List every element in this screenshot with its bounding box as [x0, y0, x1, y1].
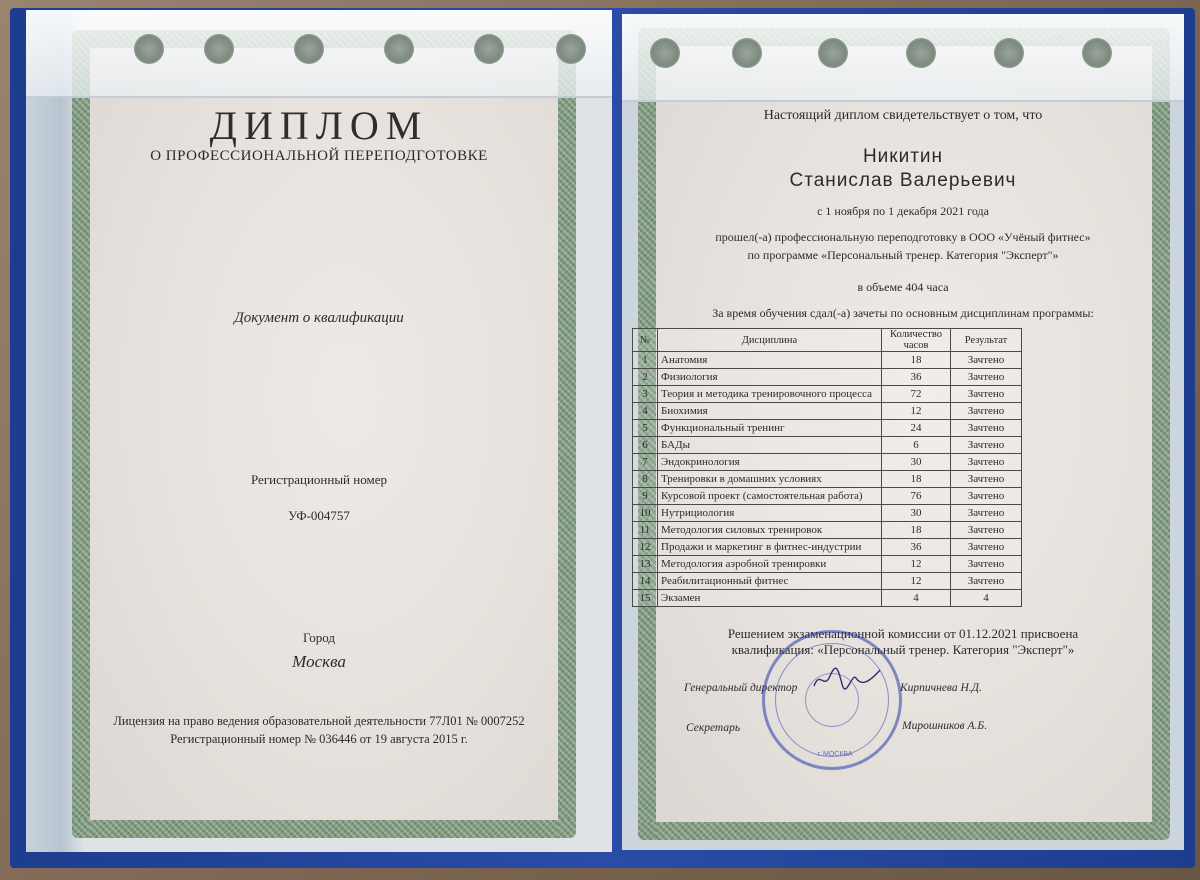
row-number: 10 — [633, 505, 658, 522]
punch-hole-icon — [134, 34, 164, 64]
row-number: 2 — [633, 369, 658, 386]
handwritten-signature-icon — [812, 664, 882, 694]
column-header-hours: Количество часов — [882, 329, 951, 352]
punch-hole-icon — [818, 38, 848, 68]
row-number: 4 — [633, 403, 658, 420]
discipline-cell: Методология силовых тренировок — [658, 522, 882, 539]
table-row — [633, 505, 1022, 522]
exams-intro: За время обучения сдал(-а) зачеты по основным дисциплинам программы: — [712, 306, 1094, 320]
punch-hole-icon — [994, 38, 1024, 68]
table-row — [633, 539, 1022, 556]
program-name: по программе «Персональный тренер. Категория "Эксперт"» — [747, 248, 1059, 262]
hours-cell: 18 — [882, 352, 951, 369]
result-cell: Зачтено — [951, 471, 1022, 488]
result-cell: Зачтено — [951, 386, 1022, 403]
official-stamp-icon — [762, 630, 902, 770]
result-cell: 4 — [951, 590, 1022, 607]
table-row — [633, 488, 1022, 505]
disciplines-table-body — [633, 352, 1022, 607]
table-row — [633, 420, 1022, 437]
hours-cell: 24 — [882, 420, 951, 437]
hours-cell: 30 — [882, 454, 951, 471]
disciplines-table — [632, 328, 1022, 607]
result-cell: Зачтено — [951, 522, 1022, 539]
row-number: 9 — [633, 488, 658, 505]
discipline-cell: Биохимия — [658, 403, 882, 420]
hours-cell: 4 — [882, 590, 951, 607]
commission-decision: Решением экзаменационной комиссии от 01.12.2021 присвоена — [727, 626, 1079, 641]
result-cell: Зачтено — [951, 454, 1022, 471]
punch-hole-icon — [650, 38, 680, 68]
diploma-title: ДИПЛОМ — [209, 103, 429, 148]
license-registration-line: Регистрационный номер № 036446 от 19 августа 2015 г. — [170, 732, 468, 746]
row-number: 13 — [633, 556, 658, 573]
result-cell: Зачтено — [951, 403, 1022, 420]
registration-number: УФ-004757 — [288, 508, 350, 523]
certificate-intro: Настоящий диплом свидетельствует о том, что — [763, 108, 1043, 123]
row-number: 6 — [633, 437, 658, 454]
discipline-cell: Эндокринология — [658, 454, 882, 471]
discipline-cell: БАДы — [658, 437, 882, 454]
table-row — [633, 471, 1022, 488]
result-cell: Зачтено — [951, 369, 1022, 386]
discipline-cell: Курсовой проект (самостоятельная работа) — [658, 488, 882, 505]
row-number: 12 — [633, 539, 658, 556]
hours-cell: 36 — [882, 539, 951, 556]
left-page — [26, 10, 612, 852]
training-statement: прошел(-а) профессиональную переподготовку в ООО «Учёный фитнес» — [715, 230, 1091, 244]
signature-role-secretary: Секретарь — [686, 722, 741, 734]
right-page — [622, 14, 1184, 850]
hours-cell: 12 — [882, 403, 951, 420]
hours-cell: 12 — [882, 573, 951, 590]
signature-name-director: Кирпичнева Н.Д. — [900, 682, 982, 694]
row-number: 7 — [633, 454, 658, 471]
table-row — [633, 454, 1022, 471]
column-header-discipline: Дисциплина — [658, 329, 882, 352]
hours-cell: 72 — [882, 386, 951, 403]
plastic-sleeve — [622, 14, 1184, 102]
discipline-cell: Экзамен — [658, 590, 882, 607]
program-volume: в объеме 404 часа — [857, 280, 949, 294]
signature-name-secretary: Мирошников А.Б. — [902, 720, 988, 732]
diploma-subtitle: О ПРОФЕССИОНАЛЬНОЙ ПЕРЕПОДГОТОВКЕ — [150, 148, 488, 164]
result-cell: Зачтено — [951, 352, 1022, 369]
hours-cell: 36 — [882, 369, 951, 386]
discipline-cell: Нутрициология — [658, 505, 882, 522]
punch-hole-icon — [1082, 38, 1112, 68]
result-cell: Зачтено — [951, 505, 1022, 522]
punch-hole-icon — [556, 34, 586, 64]
hours-cell: 12 — [882, 556, 951, 573]
result-cell: Зачтено — [951, 437, 1022, 454]
discipline-cell: Реабилитационный фитнес — [658, 573, 882, 590]
result-cell: Зачтено — [951, 488, 1022, 505]
stamp-text: г. МОСКВА — [817, 751, 853, 758]
row-number: 14 — [633, 573, 658, 590]
study-period: с 1 ноября по 1 декабря 2021 года — [817, 204, 989, 218]
table-row — [633, 403, 1022, 420]
discipline-cell: Продажи и маркетинг в фитнес-индустрии — [658, 539, 882, 556]
punch-hole-icon — [204, 34, 234, 64]
discipline-cell: Тренировки в домашних условиях — [658, 471, 882, 488]
column-header-result: Результат — [951, 329, 1022, 352]
result-cell: Зачтено — [951, 420, 1022, 437]
registration-label: Регистрационный номер — [251, 472, 387, 487]
discipline-cell: Методология аэробной тренировки — [658, 556, 882, 573]
license-line: Лицензия на право ведения образовательной деятельности 77Л01 № 0007252 — [113, 714, 525, 728]
discipline-cell: Физиология — [658, 369, 882, 386]
hours-cell: 76 — [882, 488, 951, 505]
table-row — [633, 352, 1022, 369]
row-number: 3 — [633, 386, 658, 403]
table-row — [633, 437, 1022, 454]
signature-role-director: Генеральный директор — [684, 682, 798, 694]
holder-surname: Никитин — [862, 146, 944, 167]
table-row — [633, 556, 1022, 573]
hours-cell: 18 — [882, 471, 951, 488]
table-row — [633, 522, 1022, 539]
qualification-awarded: квалификация: «Персональный тренер. Категория "Эксперт"» — [731, 642, 1075, 657]
result-cell: Зачтено — [951, 573, 1022, 590]
row-number: 1 — [633, 352, 658, 369]
table-row — [633, 573, 1022, 590]
hours-cell: 30 — [882, 505, 951, 522]
table-row — [633, 369, 1022, 386]
discipline-cell: Анатомия — [658, 352, 882, 369]
result-cell: Зачтено — [951, 556, 1022, 573]
punch-hole-icon — [474, 34, 504, 64]
city-value: Москва — [292, 652, 346, 671]
row-number: 8 — [633, 471, 658, 488]
table-row — [633, 590, 1022, 607]
punch-hole-icon — [384, 34, 414, 64]
hours-cell: 18 — [882, 522, 951, 539]
table-row — [633, 386, 1022, 403]
table-header-row — [633, 329, 1022, 352]
hours-cell: 6 — [882, 437, 951, 454]
punch-hole-icon — [294, 34, 324, 64]
row-number: 11 — [633, 522, 658, 539]
row-number: 15 — [633, 590, 658, 607]
holder-name: Станислав Валерьевич — [789, 170, 1017, 191]
document-type: Документ о квалификации — [234, 310, 404, 326]
discipline-cell: Теория и методика тренировочного процесса — [658, 386, 882, 403]
result-cell: Зачтено — [951, 539, 1022, 556]
punch-hole-icon — [906, 38, 936, 68]
punch-hole-icon — [732, 38, 762, 68]
plastic-sleeve — [26, 10, 612, 98]
column-header-number: № — [633, 329, 658, 352]
discipline-cell: Функциональный тренинг — [658, 420, 882, 437]
row-number: 5 — [633, 420, 658, 437]
city-label: Город — [302, 630, 336, 645]
